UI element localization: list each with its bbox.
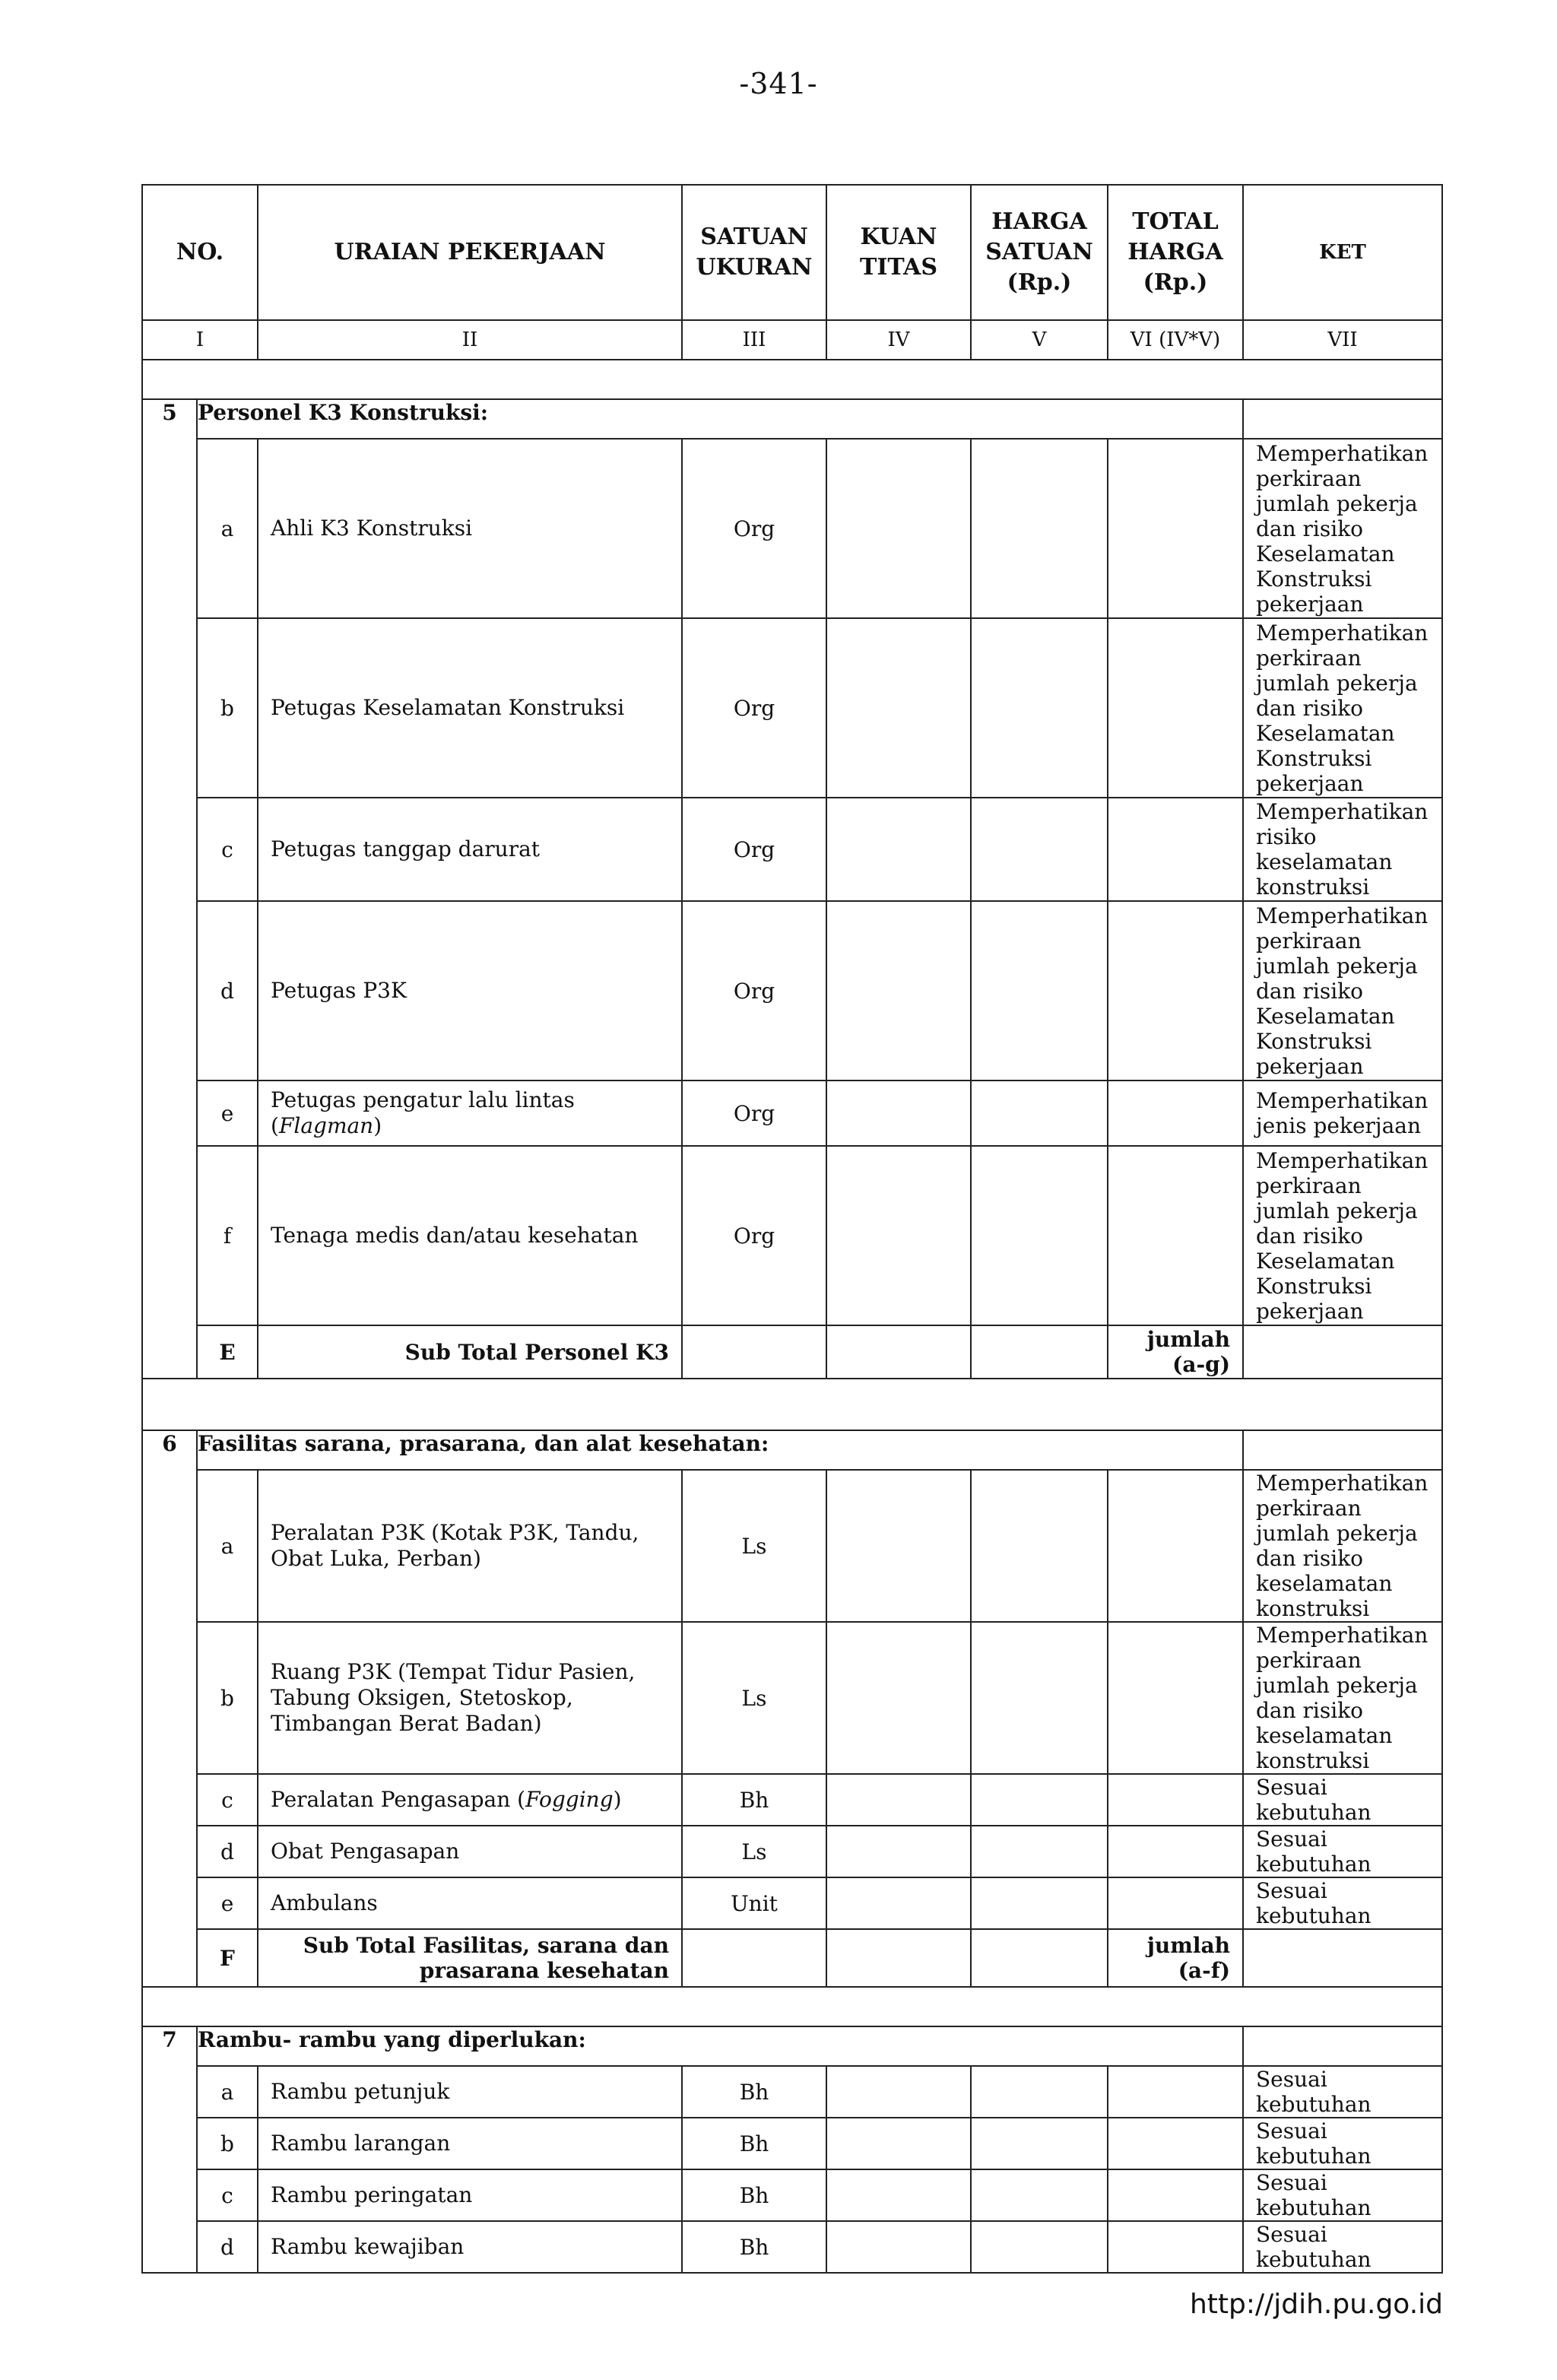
item-description <box>258 2169 682 2221</box>
item-ket-line: kebutuhan <box>1256 1800 1371 1825</box>
item-description-line: Tenaga medis dan/atau kesehatan <box>271 1223 639 1248</box>
item-ket-line: perkiraan <box>1256 1173 1362 1198</box>
item-ket-line: dan risiko <box>1256 695 1364 721</box>
table-row <box>142 901 1442 1081</box>
item-ket <box>1243 2221 1442 2273</box>
item-ket-line: jumlah pekerja <box>1256 670 1418 696</box>
item-unit: Ls <box>682 1622 826 1774</box>
item-letter: b <box>197 618 258 798</box>
header-harga-satuan <box>971 185 1108 320</box>
header-harga-line3: (Rp.) <box>1007 269 1072 296</box>
item-unit-price <box>971 2118 1108 2169</box>
spacer-cell <box>142 1379 1442 1430</box>
item-total-price <box>1108 798 1243 901</box>
header-kuantitas <box>826 185 971 320</box>
roman-cell: I <box>142 320 258 360</box>
item-letter: f <box>197 1146 258 1325</box>
item-ket-line: Memperhatikan <box>1256 620 1429 646</box>
header-harga-line1: HARGA <box>991 208 1087 235</box>
item-quantity <box>826 1146 971 1325</box>
item-ket <box>1243 1081 1442 1146</box>
ket-cell <box>1243 2026 1442 2066</box>
item-ket-line: Konstruksi <box>1256 1028 1372 1054</box>
item-ket-line: Sesuai <box>1256 1878 1327 1903</box>
subtotal-label-line: Sub Total Personel K3 <box>404 1339 669 1365</box>
roman-cell: VI (IV*V) <box>1108 320 1243 360</box>
item-ket-line: Memperhatikan <box>1256 1471 1429 1496</box>
item-letter: d <box>197 1826 258 1877</box>
item-total-price <box>1108 1774 1243 1826</box>
item-description <box>258 2066 682 2118</box>
item-ket-line: kebutuhan <box>1256 1903 1371 1928</box>
subtotal-quantity <box>826 1325 971 1379</box>
item-letter: d <box>197 901 258 1081</box>
subtotal-label-line: prasarana kesehatan <box>419 1958 669 1983</box>
item-ket <box>1243 1774 1442 1826</box>
item-unit-price <box>971 1877 1108 1929</box>
ket-cell <box>1243 399 1442 439</box>
item-ket <box>1243 618 1442 798</box>
item-ket-line: dan risiko <box>1256 1698 1364 1723</box>
item-letter: a <box>197 1470 258 1622</box>
item-description-line: Petugas Keselamatan Konstruksi <box>271 695 625 720</box>
item-unit: Bh <box>682 2066 826 2118</box>
item-letter: e <box>197 1877 258 1929</box>
item-description-line: Obat Luka, Perban) <box>271 1546 481 1571</box>
item-ket-line: jumlah pekerja <box>1256 953 1418 979</box>
item-quantity <box>826 2118 971 2169</box>
item-ket-line: Sesuai <box>1256 2118 1327 2144</box>
item-description <box>258 1146 682 1325</box>
table-row <box>142 618 1442 798</box>
spacer-row <box>142 1987 1442 2026</box>
item-description <box>258 2118 682 2169</box>
item-letter: b <box>197 1622 258 1774</box>
item-total-price <box>1108 1146 1243 1325</box>
item-ket-line: konstruksi <box>1256 1748 1370 1773</box>
item-total-price <box>1108 2118 1243 2169</box>
section-number: 6 <box>142 1430 197 1987</box>
item-total-price <box>1108 618 1243 798</box>
item-unit-price <box>971 2066 1108 2118</box>
subtotal-unit-price <box>971 1325 1108 1379</box>
header-total-line1: TOTAL <box>1132 208 1219 235</box>
item-total-price <box>1108 1826 1243 1877</box>
item-quantity <box>826 798 971 901</box>
item-description-line: Petugas P3K <box>271 978 407 1003</box>
header-satuan <box>682 185 826 320</box>
table-row <box>142 1470 1442 1622</box>
section-row <box>142 1430 1442 1470</box>
header-satuan-line1: SATUAN <box>700 224 808 250</box>
spacer-cell <box>142 360 1442 399</box>
spacer-row <box>142 1379 1442 1430</box>
subtotal-unit <box>682 1929 826 1987</box>
roman-cell: V <box>971 320 1108 360</box>
item-unit: Org <box>682 901 826 1081</box>
item-description <box>258 901 682 1081</box>
item-ket-line: perkiraan <box>1256 465 1362 491</box>
subtotal-jumlah-line: jumlah <box>1146 1933 1230 1958</box>
item-ket-line: pekerjaan <box>1256 770 1364 796</box>
item-description-line: Ruang P3K (Tempat Tidur Pasien, <box>271 1659 636 1684</box>
item-unit: Org <box>682 618 826 798</box>
section-title: Fasilitas sarana, prasarana, dan alat kesehatan: <box>197 1430 1243 1470</box>
subtotal-row <box>142 1325 1442 1379</box>
item-ket-line: jumlah pekerja <box>1256 1198 1418 1223</box>
subtotal-letter: E <box>197 1325 258 1379</box>
item-description <box>258 1877 682 1929</box>
item-quantity <box>826 2169 971 2221</box>
subtotal-unit-price <box>971 1929 1108 1987</box>
item-ket-line: Konstruksi <box>1256 1273 1372 1299</box>
item-ket-line: perkiraan <box>1256 1648 1362 1673</box>
item-quantity <box>826 1470 971 1622</box>
item-total-price <box>1108 1622 1243 1774</box>
section-number: 5 <box>142 399 197 1379</box>
item-unit-price <box>971 901 1108 1081</box>
subtotal-jumlah <box>1108 1929 1243 1987</box>
item-ket-line: Memperhatikan <box>1256 1147 1429 1173</box>
item-total-price <box>1108 1081 1243 1146</box>
table-row <box>142 1146 1442 1325</box>
header-ket: KET <box>1243 185 1442 320</box>
item-ket-line: Sesuai <box>1256 2170 1327 2195</box>
item-ket <box>1243 901 1442 1081</box>
item-ket <box>1243 2169 1442 2221</box>
item-description-line: Obat Pengasapan <box>271 1839 460 1864</box>
item-description <box>258 1774 682 1826</box>
item-ket <box>1243 439 1442 618</box>
item-letter: e <box>197 1081 258 1146</box>
item-letter: c <box>197 2169 258 2221</box>
item-total-price <box>1108 1470 1243 1622</box>
item-ket-line: dan risiko <box>1256 1223 1364 1249</box>
subtotal-unit <box>682 1325 826 1379</box>
roman-numeral-row <box>142 320 1442 360</box>
item-description <box>258 618 682 798</box>
item-ket-line: Memperhatikan <box>1256 903 1429 928</box>
item-unit-price <box>971 798 1108 901</box>
item-unit: Unit <box>682 1877 826 1929</box>
item-ket <box>1243 798 1442 901</box>
table-row <box>142 2118 1442 2169</box>
footer-url: http://jdih.pu.go.id <box>1189 2289 1443 2320</box>
item-total-price <box>1108 2221 1243 2273</box>
item-ket-line: keselamatan <box>1256 1723 1393 1748</box>
item-unit: Ls <box>682 1826 826 1877</box>
item-description-line: Ambulans <box>271 1890 378 1915</box>
item-letter: a <box>197 2066 258 2118</box>
item-ket-line: dan risiko <box>1256 1546 1364 1571</box>
header-total-line3: (Rp.) <box>1143 269 1208 296</box>
item-unit-price <box>971 2169 1108 2221</box>
item-unit-price <box>971 1774 1108 1826</box>
roman-cell: VII <box>1243 320 1442 360</box>
item-ket <box>1243 1146 1442 1325</box>
item-unit: Ls <box>682 1470 826 1622</box>
item-ket-line: jumlah pekerja <box>1256 1521 1418 1546</box>
header-row <box>142 185 1442 320</box>
table-row <box>142 2169 1442 2221</box>
item-ket-line: jenis pekerjaan <box>1256 1113 1422 1138</box>
item-total-price <box>1108 1877 1243 1929</box>
item-letter: a <box>197 439 258 618</box>
item-ket-line: Memperhatikan <box>1256 799 1429 824</box>
roman-cell: III <box>682 320 826 360</box>
item-ket <box>1243 1826 1442 1877</box>
item-description <box>258 1622 682 1774</box>
table-row <box>142 798 1442 901</box>
item-ket-line: Keselamatan <box>1256 1003 1395 1029</box>
table-body <box>142 320 1442 2273</box>
item-ket-line: jumlah pekerja <box>1256 490 1418 516</box>
item-letter: d <box>197 2221 258 2273</box>
item-description-line: Peralatan P3K (Kotak P3K, Tandu, <box>271 1520 639 1545</box>
header-kuan-line1: KUAN <box>860 224 937 250</box>
item-description-line: Ahli K3 Konstruksi <box>271 516 473 541</box>
header-harga-line2: SATUAN <box>985 239 1093 265</box>
item-description-line: (Flagman) <box>271 1113 382 1138</box>
table-row <box>142 1877 1442 1929</box>
item-description-line: Rambu kewajiban <box>271 2234 465 2259</box>
item-ket-line: kebutuhan <box>1256 2144 1371 2169</box>
header-satuan-line2: UKURAN <box>696 254 813 281</box>
item-unit-price <box>971 1146 1108 1325</box>
item-description <box>258 2221 682 2273</box>
header-total-line2: HARGA <box>1127 239 1223 265</box>
item-unit: Bh <box>682 2169 826 2221</box>
header-uraian: URAIAN PEKERJAAN <box>258 185 682 320</box>
ket-cell <box>1243 1430 1442 1470</box>
item-ket-line: Keselamatan <box>1256 541 1395 566</box>
item-unit-price <box>971 1081 1108 1146</box>
item-quantity <box>826 1877 971 1929</box>
item-description <box>258 1470 682 1622</box>
item-ket-line: perkiraan <box>1256 645 1362 671</box>
item-description-line: Petugas tanggap darurat <box>271 836 541 862</box>
item-ket <box>1243 2066 1442 2118</box>
item-ket-line: Memperhatikan <box>1256 440 1429 466</box>
rab-table <box>141 184 1443 2274</box>
subtotal-ket <box>1243 1929 1442 1987</box>
subtotal-label-line: Sub Total Fasilitas, sarana dan <box>303 1933 669 1958</box>
item-ket-line: perkiraan <box>1256 928 1362 954</box>
item-description-line: Rambu larangan <box>271 2131 451 2156</box>
item-ket-line: Sesuai <box>1256 1826 1327 1852</box>
spacer-cell <box>142 1987 1442 2026</box>
subtotal-quantity <box>826 1929 971 1987</box>
item-ket <box>1243 2118 1442 2169</box>
section-row <box>142 2026 1442 2066</box>
item-description-line: Rambu peringatan <box>271 2182 473 2207</box>
subtotal-jumlah-line: jumlah <box>1146 1327 1230 1352</box>
header-total-harga <box>1108 185 1243 320</box>
item-ket-line: konstruksi <box>1256 874 1370 900</box>
item-description-line: Tabung Oksigen, Stetoskop, <box>271 1685 573 1710</box>
roman-cell: IV <box>826 320 971 360</box>
item-ket-line: dan risiko <box>1256 978 1364 1004</box>
item-unit-price <box>971 1826 1108 1877</box>
item-quantity <box>826 2221 971 2273</box>
item-letter: c <box>197 1774 258 1826</box>
item-ket-line: Konstruksi <box>1256 566 1372 592</box>
item-total-price <box>1108 2066 1243 2118</box>
item-ket-line: keselamatan <box>1256 849 1393 874</box>
item-unit-price <box>971 439 1108 618</box>
subtotal-jumlah-line: (a-g) <box>1172 1352 1230 1377</box>
item-total-price <box>1108 439 1243 618</box>
item-description <box>258 1826 682 1877</box>
subtotal-jumlah-line: (a-f) <box>1178 1958 1230 1983</box>
item-unit: Org <box>682 798 826 901</box>
item-ket <box>1243 1622 1442 1774</box>
subtotal-ket <box>1243 1325 1442 1379</box>
subtotal-label <box>258 1929 682 1987</box>
item-unit-price <box>971 1622 1108 1774</box>
item-ket-line: Keselamatan <box>1256 720 1395 746</box>
section-number: 7 <box>142 2026 197 2273</box>
item-description <box>258 798 682 901</box>
header-kuan-line2: TITAS <box>860 254 937 281</box>
table-row <box>142 2221 1442 2273</box>
item-quantity <box>826 618 971 798</box>
item-unit-price <box>971 1470 1108 1622</box>
item-ket-line: Memperhatikan <box>1256 1088 1429 1113</box>
item-ket-line: jumlah pekerja <box>1256 1673 1418 1698</box>
item-ket-line: Sesuai <box>1256 2067 1327 2092</box>
page-number: -341- <box>739 67 818 100</box>
item-quantity <box>826 1774 971 1826</box>
item-ket-line: kebutuhan <box>1256 2247 1371 2272</box>
roman-cell: II <box>258 320 682 360</box>
subtotal-row <box>142 1929 1442 1987</box>
item-description-line: Petugas pengatur lalu lintas <box>271 1087 575 1112</box>
item-unit: Org <box>682 1081 826 1146</box>
subtotal-letter: F <box>197 1929 258 1987</box>
table-row <box>142 1081 1442 1146</box>
item-letter: c <box>197 798 258 901</box>
item-letter: b <box>197 2118 258 2169</box>
spacer-row <box>142 360 1442 399</box>
item-description-line: Timbangan Berat Badan) <box>271 1711 542 1736</box>
item-ket-line: keselamatan <box>1256 1571 1393 1596</box>
section-title: Rambu- rambu yang diperlukan: <box>197 2026 1243 2066</box>
item-description <box>258 439 682 618</box>
item-quantity <box>826 2066 971 2118</box>
item-ket-line: Keselamatan <box>1256 1248 1395 1274</box>
section-title: Personel K3 Konstruksi: <box>197 399 1243 439</box>
item-unit-price <box>971 2221 1108 2273</box>
item-quantity <box>826 439 971 618</box>
item-quantity <box>826 1081 971 1146</box>
item-quantity <box>826 901 971 1081</box>
item-ket <box>1243 1877 1442 1929</box>
item-description <box>258 1081 682 1146</box>
item-unit: Bh <box>682 2118 826 2169</box>
item-ket-line: Konstruksi <box>1256 745 1372 771</box>
subtotal-jumlah <box>1108 1325 1243 1379</box>
item-ket-line: kebutuhan <box>1256 1852 1371 1877</box>
item-description-line: Rambu petunjuk <box>271 2079 450 2104</box>
item-ket-line: Memperhatikan <box>1256 1623 1429 1648</box>
item-unit-price <box>971 618 1108 798</box>
item-ket-line: perkiraan <box>1256 1496 1362 1521</box>
item-total-price <box>1108 2169 1243 2221</box>
item-ket-line: konstruksi <box>1256 1596 1370 1621</box>
item-ket-line: pekerjaan <box>1256 591 1364 617</box>
table-row <box>142 439 1442 618</box>
item-ket-line: kebutuhan <box>1256 2195 1371 2220</box>
item-unit: Org <box>682 1146 826 1325</box>
subtotal-label <box>258 1325 682 1379</box>
item-ket-line: pekerjaan <box>1256 1298 1364 1324</box>
table-row <box>142 2066 1442 2118</box>
item-ket-line: dan risiko <box>1256 516 1364 541</box>
item-quantity <box>826 1826 971 1877</box>
item-ket <box>1243 1470 1442 1622</box>
item-ket-line: risiko <box>1256 824 1317 849</box>
table-row <box>142 1774 1442 1826</box>
item-unit: Bh <box>682 1774 826 1826</box>
item-ket-line: kebutuhan <box>1256 2092 1371 2117</box>
item-unit: Org <box>682 439 826 618</box>
item-total-price <box>1108 901 1243 1081</box>
item-ket-line: pekerjaan <box>1256 1053 1364 1079</box>
item-unit: Bh <box>682 2221 826 2273</box>
item-description-line: Peralatan Pengasapan (Fogging) <box>271 1787 622 1812</box>
table-row <box>142 1826 1442 1877</box>
item-quantity <box>826 1622 971 1774</box>
item-ket-line: Sesuai <box>1256 1775 1327 1800</box>
header-no: NO. <box>142 185 258 320</box>
item-ket-line: Sesuai <box>1256 2222 1327 2247</box>
table-row <box>142 1622 1442 1774</box>
section-row <box>142 399 1442 439</box>
